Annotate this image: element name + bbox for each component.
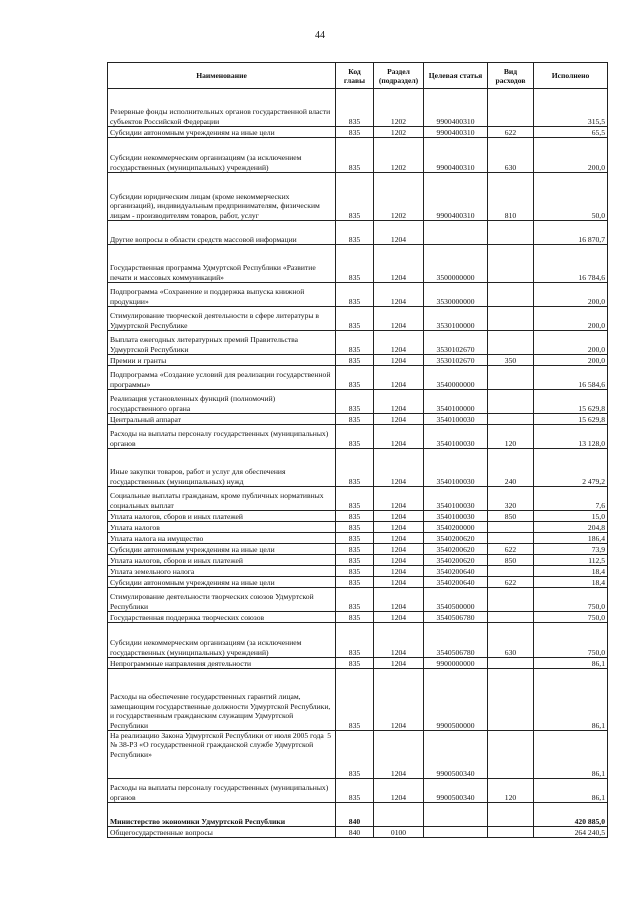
cell-kod: 835 (336, 731, 374, 779)
cell-name: Расходы на обеспечение государственных гарантий лицам, замещающим государственные должности Удмуртской Республики, и государственным гражданским служащим Удмуртской Республики (108, 669, 336, 731)
cell-name: Уплата налога на имущество (108, 533, 336, 544)
cell-name: Субсидии юридическим лицам (кроме некоммерческих организаций), индивидуальным предпринимателям, физическим лицам - производителям товаров, работ, услуг (108, 173, 336, 221)
cell-statya: 3540100030 (424, 511, 488, 522)
cell-razdel: 1204 (374, 522, 424, 533)
cell-kod: 835 (336, 366, 374, 390)
cell-kod: 835 (336, 331, 374, 355)
cell-ispolneno: 86,1 (534, 669, 608, 731)
cell-vid (488, 533, 534, 544)
cell-statya: 3540200620 (424, 544, 488, 555)
cell-razdel: 1204 (374, 245, 424, 283)
table-row (108, 731, 608, 779)
table-row (108, 827, 608, 838)
table-row (108, 555, 608, 566)
table-header-row (108, 63, 608, 89)
header-statya: Целевая статья (424, 63, 488, 89)
cell-vid (488, 522, 534, 533)
table-row (108, 127, 608, 138)
cell-statya: 9900400310 (424, 138, 488, 173)
cell-statya: 3540100030 (424, 487, 488, 511)
cell-statya: 9900500340 (424, 779, 488, 803)
cell-name: Премии и гранты (108, 355, 336, 366)
cell-statya: 3540200640 (424, 566, 488, 577)
cell-name: Расходы на выплаты персоналу государственных (муниципальных) органов (108, 779, 336, 803)
table-row (108, 658, 608, 669)
cell-razdel: 1204 (374, 731, 424, 779)
cell-vid: 850 (488, 511, 534, 522)
cell-name: Реализация установленных функций (полномочий) государственного органа (108, 390, 336, 414)
cell-statya: 9900400310 (424, 89, 488, 127)
cell-kod: 835 (336, 425, 374, 449)
cell-vid (488, 331, 534, 355)
table-row (108, 533, 608, 544)
cell-name: Стимулирование творческой деятельности в сфере литературы в Удмуртской Республике (108, 307, 336, 331)
cell-ispolneno: 420 885,0 (534, 803, 608, 827)
cell-name: Уплата налогов, сборов и иных платежей (108, 511, 336, 522)
cell-kod: 835 (336, 522, 374, 533)
cell-statya: 3540200640 (424, 577, 488, 588)
cell-kod: 835 (336, 221, 374, 245)
cell-kod: 835 (336, 173, 374, 221)
cell-kod: 835 (336, 544, 374, 555)
cell-ispolneno: 16 584,6 (534, 366, 608, 390)
cell-kod: 835 (336, 612, 374, 623)
cell-name: Субсидии автономным учреждениям на иные цели (108, 544, 336, 555)
cell-ispolneno: 315,5 (534, 89, 608, 127)
cell-statya (424, 803, 488, 827)
cell-kod: 835 (336, 245, 374, 283)
cell-ispolneno: 112,5 (534, 555, 608, 566)
cell-ispolneno: 15,0 (534, 511, 608, 522)
cell-vid: 630 (488, 623, 534, 658)
cell-kod: 835 (336, 127, 374, 138)
table-row (108, 669, 608, 731)
table-row (108, 307, 608, 331)
cell-kod: 835 (336, 449, 374, 487)
cell-vid (488, 566, 534, 577)
cell-ispolneno: 186,4 (534, 533, 608, 544)
cell-vid: 810 (488, 173, 534, 221)
cell-name: Государственная поддержка творческих союзов (108, 612, 336, 623)
cell-statya: 3540506780 (424, 612, 488, 623)
table-row (108, 779, 608, 803)
cell-razdel: 1204 (374, 283, 424, 307)
table-row (108, 245, 608, 283)
cell-name: Министерство экономики Удмуртской Республики (108, 803, 336, 827)
cell-ispolneno: 750,0 (534, 588, 608, 612)
table-row (108, 577, 608, 588)
cell-razdel: 1204 (374, 669, 424, 731)
table-row (108, 566, 608, 577)
table-row (108, 544, 608, 555)
cell-statya (424, 827, 488, 838)
cell-statya: 3530000000 (424, 283, 488, 307)
cell-kod: 835 (336, 283, 374, 307)
cell-kod: 835 (336, 555, 374, 566)
table-row (108, 511, 608, 522)
table-row (108, 283, 608, 307)
cell-vid: 350 (488, 355, 534, 366)
cell-kod: 835 (336, 307, 374, 331)
cell-name: Социальные выплаты гражданам, кроме публичных нормативных социальных выплат (108, 487, 336, 511)
table-row (108, 138, 608, 173)
table-row (108, 449, 608, 487)
cell-vid (488, 307, 534, 331)
cell-razdel: 1204 (374, 566, 424, 577)
cell-kod: 835 (336, 89, 374, 127)
table-row (108, 623, 608, 658)
cell-ispolneno: 86,1 (534, 731, 608, 779)
cell-razdel: 1204 (374, 331, 424, 355)
cell-name: Резервные фонды исполнительных органов государственной власти субъектов Российской Федерации (108, 89, 336, 127)
cell-vid (488, 245, 534, 283)
cell-vid (488, 612, 534, 623)
cell-vid (488, 669, 534, 731)
cell-razdel: 1204 (374, 658, 424, 669)
cell-name: 5 На реализацию Закона Удмуртской Республики от июля 2005 года № 38-РЗ «О государственной гражданской службе Удмуртской Республики» (108, 731, 336, 779)
cell-razdel: 1204 (374, 390, 424, 414)
cell-statya: 3540200000 (424, 522, 488, 533)
cell-razdel: 1202 (374, 127, 424, 138)
table-row (108, 487, 608, 511)
cell-ispolneno: 16 784,6 (534, 245, 608, 283)
cell-razdel: 1204 (374, 612, 424, 623)
table-row (108, 414, 608, 425)
budget-table (107, 62, 608, 838)
cell-razdel: 1204 (374, 221, 424, 245)
cell-name: Уплата налогов, сборов и иных платежей (108, 555, 336, 566)
cell-statya: 3540100030 (424, 425, 488, 449)
cell-statya: 9900000000 (424, 658, 488, 669)
cell-vid: 622 (488, 577, 534, 588)
cell-statya (424, 221, 488, 245)
cell-vid (488, 827, 534, 838)
cell-ispolneno: 18,4 (534, 577, 608, 588)
cell-ispolneno: 200,0 (534, 283, 608, 307)
cell-statya: 3540100030 (424, 449, 488, 487)
cell-ispolneno: 86,1 (534, 779, 608, 803)
cell-vid (488, 366, 534, 390)
cell-vid (488, 803, 534, 827)
cell-kod: 835 (336, 487, 374, 511)
cell-razdel: 1204 (374, 623, 424, 658)
cell-name: Иные закупки товаров, работ и услуг для обеспечения государственных (муниципальных) нужд (108, 449, 336, 487)
cell-razdel: 1202 (374, 89, 424, 127)
cell-vid (488, 221, 534, 245)
cell-razdel: 1204 (374, 366, 424, 390)
cell-statya: 3530102670 (424, 331, 488, 355)
cell-vid (488, 658, 534, 669)
header-razdel: Раздел (подраздел) (374, 63, 424, 89)
cell-name: Уплата земельного налога (108, 566, 336, 577)
cell-name: Стимулирование деятельности творческих союзов Удмуртской Республики (108, 588, 336, 612)
cell-razdel: 1204 (374, 449, 424, 487)
cell-vid: 120 (488, 779, 534, 803)
table-row (108, 89, 608, 127)
cell-name: Субсидии автономным учреждениям на иные цели (108, 577, 336, 588)
header-ispolneno: Исполнено (534, 63, 608, 89)
cell-ispolneno: 16 870,7 (534, 221, 608, 245)
cell-name: Подпрограмма «Сохранение и поддержка выпуска книжной продукции» (108, 283, 336, 307)
cell-vid (488, 89, 534, 127)
cell-razdel: 1202 (374, 138, 424, 173)
table-body (108, 89, 608, 838)
cell-statya: 3540100030 (424, 414, 488, 425)
cell-kod: 835 (336, 779, 374, 803)
cell-ispolneno: 200,0 (534, 138, 608, 173)
cell-kod: 835 (336, 669, 374, 731)
table-row (108, 221, 608, 245)
cell-statya: 3540500000 (424, 588, 488, 612)
cell-razdel: 1204 (374, 414, 424, 425)
cell-name: Центральный аппарат (108, 414, 336, 425)
cell-statya: 3530100000 (424, 307, 488, 331)
cell-vid: 120 (488, 425, 534, 449)
cell-name: Субсидии некоммерческим организациям (за исключением государственных (муниципальных) учреждений) (108, 138, 336, 173)
cell-ispolneno: 200,0 (534, 355, 608, 366)
table-row (108, 588, 608, 612)
cell-name: Непрограммные направления деятельности (108, 658, 336, 669)
cell-ispolneno: 18,4 (534, 566, 608, 577)
cell-statya: 9900500340 (424, 731, 488, 779)
row-note: 5 (327, 731, 331, 740)
cell-razdel: 1204 (374, 355, 424, 366)
cell-razdel: 1204 (374, 544, 424, 555)
table-row (108, 173, 608, 221)
cell-razdel (374, 803, 424, 827)
cell-kod: 840 (336, 803, 374, 827)
cell-statya: 9900400310 (424, 127, 488, 138)
cell-statya: 3540200620 (424, 533, 488, 544)
cell-ispolneno: 204,8 (534, 522, 608, 533)
cell-ispolneno: 264 240,5 (534, 827, 608, 838)
cell-razdel: 1202 (374, 173, 424, 221)
cell-kod: 835 (336, 511, 374, 522)
cell-name: Уплата налогов (108, 522, 336, 533)
cell-kod: 835 (336, 623, 374, 658)
cell-name: Расходы на выплаты персоналу государственных (муниципальных) органов (108, 425, 336, 449)
table-row (108, 355, 608, 366)
cell-vid: 630 (488, 138, 534, 173)
cell-ispolneno: 65,5 (534, 127, 608, 138)
table-row (108, 522, 608, 533)
cell-vid: 622 (488, 127, 534, 138)
cell-statya: 9900500000 (424, 669, 488, 731)
cell-vid (488, 390, 534, 414)
cell-razdel: 1204 (374, 307, 424, 331)
table-row (108, 612, 608, 623)
table-row (108, 425, 608, 449)
table-row (108, 390, 608, 414)
cell-ispolneno: 86,1 (534, 658, 608, 669)
cell-vid (488, 414, 534, 425)
cell-vid: 622 (488, 544, 534, 555)
cell-vid (488, 283, 534, 307)
cell-razdel: 0100 (374, 827, 424, 838)
cell-kod: 835 (336, 588, 374, 612)
cell-kod: 835 (336, 533, 374, 544)
cell-ispolneno: 15 629,8 (534, 390, 608, 414)
cell-ispolneno: 2 479,2 (534, 449, 608, 487)
header-vid: Вид расходов (488, 63, 534, 89)
cell-ispolneno: 73,9 (534, 544, 608, 555)
cell-name: Общегосударственные вопросы (108, 827, 336, 838)
cell-kod: 835 (336, 138, 374, 173)
cell-ispolneno: 200,0 (534, 331, 608, 355)
cell-statya: 3540100000 (424, 390, 488, 414)
cell-razdel: 1204 (374, 425, 424, 449)
cell-ispolneno: 7,6 (534, 487, 608, 511)
cell-statya: 9900400310 (424, 173, 488, 221)
cell-statya: 3530102670 (424, 355, 488, 366)
cell-razdel: 1204 (374, 555, 424, 566)
cell-statya: 3540000000 (424, 366, 488, 390)
cell-ispolneno: 13 128,0 (534, 425, 608, 449)
cell-name: Другие вопросы в области средств массовой информации (108, 221, 336, 245)
cell-ispolneno: 750,0 (534, 612, 608, 623)
cell-razdel: 1204 (374, 779, 424, 803)
cell-razdel: 1204 (374, 533, 424, 544)
cell-name: Подпрограмма «Создание условий для реализации государственной программы» (108, 366, 336, 390)
cell-vid: 240 (488, 449, 534, 487)
cell-kod: 835 (336, 355, 374, 366)
cell-kod: 835 (336, 577, 374, 588)
cell-razdel: 1204 (374, 577, 424, 588)
cell-statya: 3500000000 (424, 245, 488, 283)
table-row (108, 331, 608, 355)
cell-kod: 835 (336, 658, 374, 669)
cell-name: Субсидии автономным учреждениям на иные цели (108, 127, 336, 138)
cell-name: Субсидии некоммерческим организациям (за исключением государственных (муниципальных) учреждений) (108, 623, 336, 658)
cell-vid: 850 (488, 555, 534, 566)
cell-ispolneno: 200,0 (534, 307, 608, 331)
cell-ispolneno: 750,0 (534, 623, 608, 658)
cell-razdel: 1204 (374, 511, 424, 522)
header-kod: Код главы (336, 63, 374, 89)
cell-ispolneno: 15 629,8 (534, 414, 608, 425)
cell-ispolneno: 50,0 (534, 173, 608, 221)
cell-kod: 835 (336, 566, 374, 577)
cell-statya: 3540200620 (424, 555, 488, 566)
cell-razdel: 1204 (374, 487, 424, 511)
cell-kod: 835 (336, 414, 374, 425)
table-row (108, 803, 608, 827)
cell-vid (488, 588, 534, 612)
cell-statya: 3540506780 (424, 623, 488, 658)
table-row (108, 366, 608, 390)
header-name: Наименование (108, 63, 336, 89)
cell-kod: 835 (336, 390, 374, 414)
cell-name: Государственная программа Удмуртской Республики «Развитие печати и массовых коммуникаций» (108, 245, 336, 283)
cell-vid: 320 (488, 487, 534, 511)
cell-vid (488, 731, 534, 779)
page-number: 44 (315, 30, 325, 41)
cell-razdel: 1204 (374, 588, 424, 612)
cell-name: Выплата ежегодных литературных премий Правительства Удмуртской Республики (108, 331, 336, 355)
cell-kod: 840 (336, 827, 374, 838)
